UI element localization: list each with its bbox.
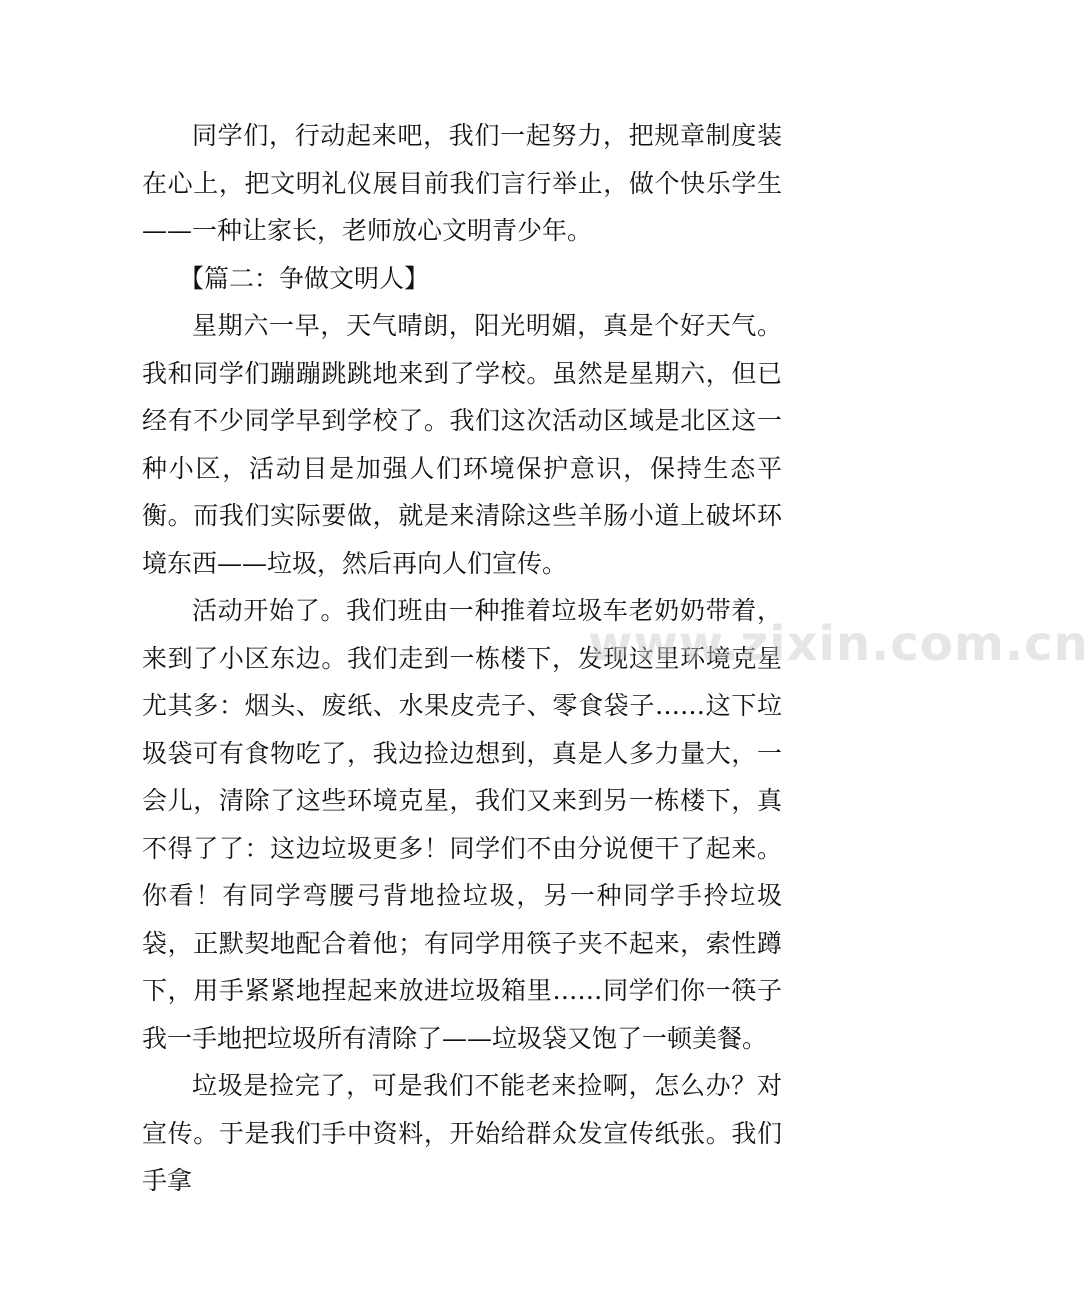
- section-heading: 【篇二：争做文明人】: [179, 263, 430, 293]
- document-page: [142, 112, 782, 1205]
- site-watermark: www.zixin.com.cn: [588, 616, 1089, 672]
- paragraph-saturday-morning: 星期六一早，天气晴朗，阳光明媚，真是个好天气。我和同学们蹦蹦跳跳地来到了学校。虽然是星期六，但已经有不少同学早到学校了。我们这次活动区域是北区这一种小区，活动目是加强人们环境保护意识，保持生态平衡。而我们实际要做，就是来清除这些羊肠小道上破坏环境东西——垃圾，然后再向人们宣传。: [142, 311, 782, 578]
- paragraph-activity-begins: 活动开始了。我们班由一种推着垃圾车老奶奶带着，来到了小区东边。我们走到一栋楼下，发现这里环境克星尤其多：烟头、废纸、水果皮壳子、零食袋子……这下垃圾袋可有食物吃了，我边捡边想到，真是人多力量大，一会儿，清除了这些环境克星，我们又来到另一栋楼下，真不得了了：这边垃圾更多！同学们不由分说便干了起来。你看！有同学弯腰弓背地捡垃圾，另一种同学手拎垃圾袋，正默契地配合着他；有同学用筷子夹不起来，索性蹲下，用手紧紧地捏起来放进垃圾箱里……同学们你一筷子我一手地把垃圾所有清除了——垃圾袋又饱了一顿美餐。: [142, 596, 782, 1053]
- paragraph-closing-call: 同学们，行动起来吧，我们一起努力，把规章制度装在心上，把文明礼仪展目前我们言行举止，做个快乐学生——一种让家长，老师放心文明青少年。: [142, 121, 782, 245]
- paragraph-publicity: 垃圾是捡完了，可是我们不能老来捡啊，怎么办？对宣传。于是我们手中资料，开始给群众发宣传纸张。我们手拿: [142, 1071, 782, 1195]
